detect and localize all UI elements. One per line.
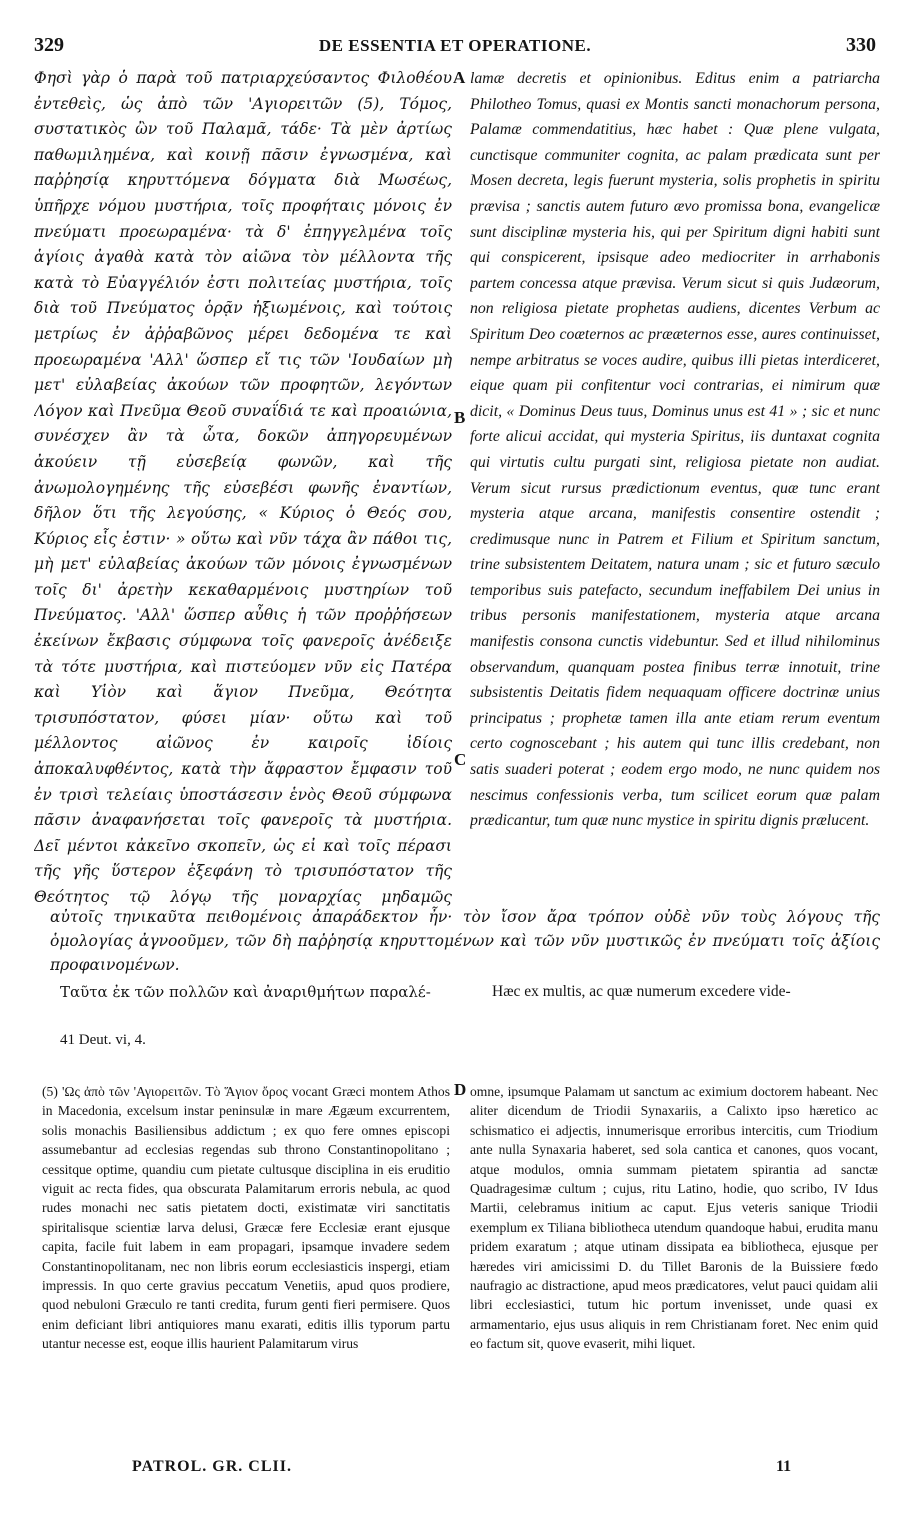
scripture-footnote: 41 Deut. vi, 4.: [60, 1032, 146, 1048]
running-title: DE ESSENTIA ET OPERATIONE.: [318, 36, 592, 55]
sheet-number: 11: [776, 1458, 792, 1475]
greek-continuation-text: αὐτοῖς τηνικαῦτα πειθομένοις ἀπαράδεκτον ἦν· τὸν ἴσον ἄρα τρόπον οὐδὲ νῦν τοὺς λόγους τῆς ὁμολογίας ἀγνοοῦμεν, τῶν δὴ παῤῥησίᾳ κηρυττομένων καὶ τῶν νῦν μυστικῶς ἐν πνεύματι τοῖς ἀξίοις προφαινομένων.: [50, 908, 880, 974]
closing-latin-line: Hæc ex multis, ac quæ numerum excedere vide-: [492, 983, 791, 1000]
greek-paragraph: Φησὶ γὰρ ὁ παρὰ τοῦ πατριαρχεύσαντος Φιλοθέου ἐντεθεὶς, ὡς ἀπὸ τῶν 'Αγιορειτῶν (5), Τόμος, συστατικὸς ὢν τοῦ Παλαμᾶ, τάδε· Τὰ μὲν ἀρτίως παθωμιλημένα, καὶ κοινῇ πᾶσιν ἐγνωσμένα, καὶ παῤῥησίᾳ κηρυττόμενα δόγματα διὰ Μωσέως, ὑπῆρχε νόμου μυστήρια, τοῖς προφήταις μόνοις ἐν πνεύματι προεωραμένα· τὰ δ' ἐπηγγελμένα τοῖς ἁγίοις ἀγαθὰ κατὰ τὸν αἰῶνα τὸν μέλλοντα τῆς κατὰ τὸ Εὐαγγέλιόν ἐστι πολιτείας μυστήρια, τοῖς διὰ τοῦ Πνεύματος ὁρᾷν ἠξιωμένοις, καὶ τούτοις μετρίως ἐν ἀῤῥαβῶνος μέρει δεδομένα τε καὶ προεωραμένα 'Αλλ' ὥσπερ εἴ τις τῶν 'Ιουδαίων μὴ μετ' εὐλαβείας ἀκούων τῶν προφητῶν, λεγόντων Λόγον καὶ Πνεῦμα Θεοῦ συναΐδιά τε καὶ προαιώνια, συνέσχεν ἂν τὰ ὦτα, δοκῶν ἀπηγορευμένων ἀκούειν τῇ εὐσεβείᾳ φωνῶν, καὶ τῆς ἀνωμολογημένης τῆς εὐσεβέσι φωνῆς ἐναντίων, δῆλον ὅτι τῆς λεγούσης, « Κύριος ὁ Θεός σου, Κύριος εἷς ἐστιν· » οὕτω καὶ νῦν τάχα ἂν πάθοι τις, μὴ μετ' εὐλαβείας ἀκούων τῶν μόνοις ἐγνωσμένων τοῖς δι' ἀρετὴν κεκαθαρμένοις μυστηρίων τοῦ Πνεύματος. 'Αλλ' ὥσπερ αὖθις ἡ τῶν προῤῥήσεων ἐκείνων ἔκβασις σύμφωνα τοῖς φανεροῖς ἀνέδειξε τὰ τότε μυστήρια, καὶ πιστεύομεν νῦν εἰς Πατέρα καὶ Υἱὸν καὶ ἅγιον Πνεῦμα, Θεότητα τρισυπόστατον, φύσει μίαν· οὕτω καὶ τοῦ μέλλοντος αἰῶνος ἐν καιροῖς ἰδίοις ἀποκαλυφθέντος, κατὰ τὴν ἄφραστον ἔμφασιν τοῦ ἐν τρισὶ τελείαις ὑποστάσεσιν ἑνὸς Θεοῦ σύμφωνα πᾶσιν ἀναφανήσεται τοῖς φανεροῖς τὰ μυστήρια. Δεῖ μέντοι κἀκεῖνο σκοπεῖν, ὡς εἰ καὶ τοῖς πέρασι τῆς γῆς ὕστερον ἐξεφάνη τὸ τρισυπόστατον τῆς Θεότητος τῷ λόγῳ τῆς μοναρχίας μηδαμῶς: [34, 69, 452, 906]
greek-continuation: [50, 905, 880, 985]
page-number-left: 329: [34, 34, 64, 56]
margin-marker-c: C: [454, 750, 467, 769]
margin-marker-b: B: [454, 408, 466, 427]
page-number-right: 330: [846, 34, 876, 56]
signature-mark: PATROL. GR. CLII.: [132, 1458, 292, 1475]
latin-paragraph: lamæ decretis et opinionibus. Editus enim a patriarcha Philotheo Tomus, quasi ex Montis sancti monachorum persona, Palamæ commendatitius, hæc habet : Quæ plene vulgata, cunctisque communiter cognita, ac palam prædicata sunt per Mosen decreta, legis fuerunt mysteria, solis prophetis in spiritu prævisa ; sanctis autem futuro ævo promissa bona, evangelicæ sunt disciplinæ mysteria his, qui per Spiritum digni habiti sunt qui conspicerent, ipsisque adeo mediocriter in arrhabonis partem concessa atque prævisa. Verum sicut si quis Judæorum, non religiosa pietate prophetas audiens, dicentes Verbum ac Spiritum Deo coæternos ac prææternos esse, aures continuisset, nempe arbitratus se voces audire, quibus illi pietas interdiceret, eique quam pii confitentur voci contrarias, ei nimirum quæ dicit, « Dominus Deus tuus, Dominus unus est 41 » ; sic et nunc forte alicui accidat, qui mysteria Spiritus, iis duntaxat cognita qui virtutis cultu purgati sint, religiosa pietate non audiat. Verum sicut rursus prædictionum eventus, quæ tunc erant mysteria atque arcana, manifestis consentire ostendit ; credimusque nunc in Patrem et Filium et Spiritum sanctum, trine subsistentem Deitatem, natura unam ; sic et futuro sæculo temporibus suis patefacto, secundum ineffabilem Dei unius in tribus personis manifestationem, mysteria atque arcana manifestis consona cunctis videbuntur. Sed et illud nihilominus observandum, quanquam postea finibus terræ innotuit, trine subsistentis Deitatis fidem nequaquam officere doctrinæ unius principatus ; prophetæ tamen illa ante etiam rerum eventum certo cognoscebant ; his autem qui tunc illis credebant, non satis suaderi poterat ; eodem ergo modo, ne nunc quidem nos nescimus confessionis verba, tum scilicet eorum quæ palam prædicantur, tum quæ nunc mystice in spiritu dignis prælucent.: [470, 70, 880, 830]
notes-column-right: [470, 1082, 878, 1454]
note-text-right: omne, ipsumque Palamam ut sanctum ac eximium doctorem habeant. Nec aliter dicendum de Triodii Synaxariis, a Calixto ipso hæretico ac schismatico ei adjectis, innumerisque erroribus intercitis, cum Triodium ante nulla Synaxaria haberet, sed sola cantica et canones, quos vocant, atque modulos, omnia summam pietatem spirantia ad sanctæ Quadragesimæ cultum ; cujus, ritu Latino, hodie, quo scribo, IV Idus Martii, celebramus initium ac caput. Ejus veteris sanique Triodii exemplum ex Tiliana bibliotheca utendum quandoque habui, erudita manu pridem exaratum ; atque utinam dissipata ea bibliotheca, ejusque per hæredes viri amicissimi D. du Tillet Baronis de la Buissiere fœdo naufragio ac distractione, apud meos prædicatores, velut pauci quidam alii libri ecclesiastici, tutum hic portum invenisset, unde quasi ex armamentario, ejus usus aliquis in rem Christianam foret. Nec enim quid eo factum sit, quove evaserit, mihi liquet.: [470, 1084, 878, 1352]
note-text-left: (5) 'Ως ἀπὸ τῶν 'Αγιορειτῶν. Τὸ Ἅγιον ὄρος vocant Græci montem Athos in Macedonia, excelsum instar peninsulæ in mare Ægæum excurrentem, solis monachis Basiliensibus addictum ; ex quo fere omnes episcopi assumebantur ad ecclesias regendas sub throno Constantinopolitano ; cessitque optime, quandiu cum pietate cultusque disciplina in eis eruditio viguit ac recta fides, qua obscurata Palamitarum erroris nebula, ac quod rudes monachi nec satis pietatem docti, existimatæ viri sanctitatis spiritalisque scientiæ larva delusi, Græcæ fere Ecclesiæ erant ejusque capita, facile fuit labem in eam propagari, ipsamque invadere sedem Constantinopolitanam, nec non libris eorum ecclesiasticis inspergi, etiam impressis. In quo certe gravius peccatum Venetiis, apud quos prodiere, quod nebuloni Græculo re tanti credita, furum genti fieri permisere. Quos enim deficiant libri antiquiores manu exarati, editis illis typorum partu utantur necesse est, eoque illis haurient Palamitarum virus: [42, 1084, 450, 1352]
latin-text-column: [470, 66, 880, 906]
margin-marker-d: D: [454, 1080, 467, 1099]
notes-column-left: [42, 1082, 450, 1454]
closing-greek-line: Ταῦτα ἐκ τῶν πολλῶν καὶ ἀναριθμήτων παραλέ-: [60, 983, 431, 1001]
page-header: [34, 34, 876, 64]
greek-text-column: [34, 66, 452, 906]
margin-marker-a: A: [453, 68, 466, 87]
